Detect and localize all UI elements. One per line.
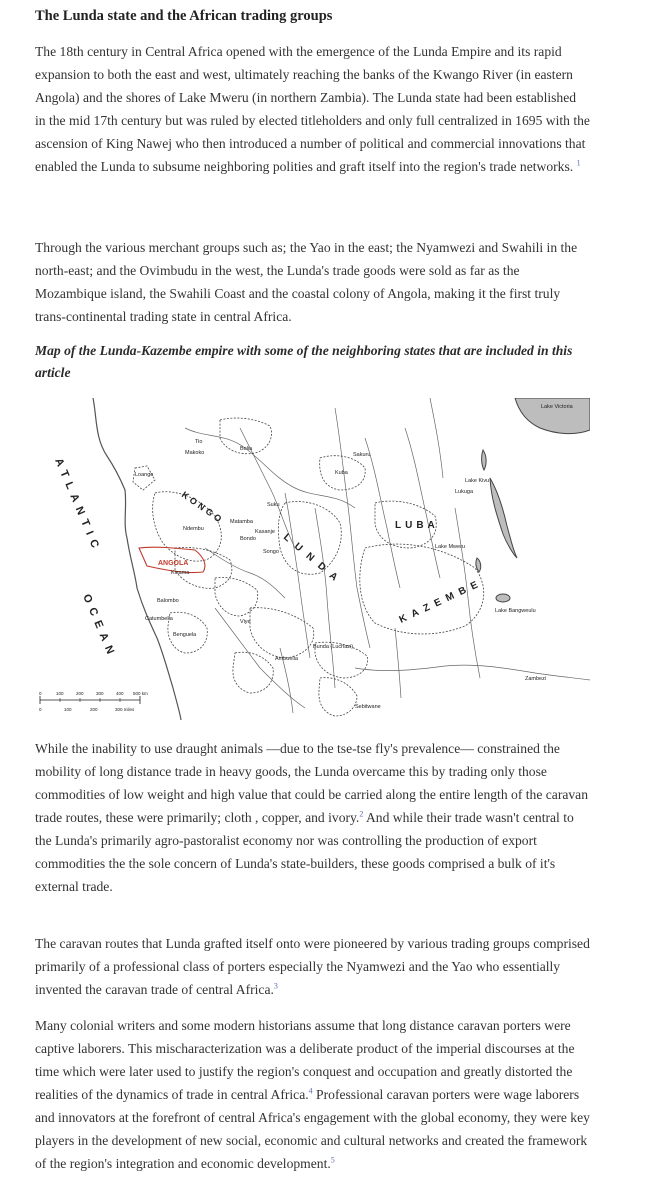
footnote-ref-4[interactable]: 4 — [308, 1086, 313, 1096]
label-balombo: Balombo — [157, 598, 179, 604]
label-kongo: KONGO — [179, 489, 226, 526]
scale-km-300: 300 — [96, 691, 104, 696]
scale-mi-300: 300 miles — [115, 707, 135, 712]
ocean-word-atlantic: ATLANTIC — [52, 456, 104, 556]
label-makoko: Makoko — [185, 450, 205, 456]
ocean-word-ocean: OCEAN — [80, 592, 119, 662]
lake-bangweulu-shape — [496, 594, 510, 602]
section-heading: The Lunda state and the African trading groups — [35, 8, 333, 24]
article-body — [35, 0, 590, 1171]
label-kazembe: KAZEMBE — [397, 577, 486, 626]
label-benguela: Benguela — [173, 632, 197, 638]
scale-mi-100: 100 — [64, 707, 72, 712]
label-bunda: Bunda (Luchazi) — [313, 644, 354, 650]
label-lake-victoria: Lake Victoria — [541, 404, 573, 410]
label-ambuella: Ambuella — [275, 656, 298, 662]
footnote-ref-1[interactable]: 1 — [576, 158, 581, 168]
label-sakuru: Sakuru — [353, 452, 371, 458]
paragraph-merchant-groups: Through the various merchant groups such as; the Yao in the east; the Nyamwezi and Swahili in the north-east; and the Ovimbudu in the west, the Lunda's trade goods were sold as far as the Mozambique island, the Swahili Coast and the coastal colony of Angola, making it the first truly trans-continental trading state in central Africa. — [35, 240, 578, 324]
label-tio: Tio — [195, 439, 203, 445]
scale-mi-0: 0 — [39, 707, 42, 712]
label-lake-bangweulu: Lake Bangweulu — [495, 608, 536, 614]
label-suku: Suku — [267, 502, 280, 508]
scale-km-500: 500 km — [133, 691, 148, 696]
label-luba: LUBA — [395, 520, 439, 531]
footnote-ref-2[interactable]: 2 — [359, 809, 364, 819]
label-kisama: Kisama — [171, 570, 190, 576]
label-bolia: Bolia — [240, 446, 253, 452]
label-matamba: Matamba — [230, 519, 253, 525]
label-lunda: LUNDA — [281, 531, 346, 589]
scale-km-400: 400 — [116, 691, 124, 696]
lunda-kazembe-map — [35, 398, 590, 720]
label-lake-mweru: Lake Mweru — [435, 544, 465, 550]
label-lukuga: Lukuga — [455, 489, 474, 495]
paragraph-trade-goods: While the inability to use draught animals —due to the tse-tse fly's prevalence— constrained the mobility of long distance trade in heavy goods, the Lunda overcame this by trading only those commodities of low weight and high value that could be carried along the entire length of the caravan trade routes, these were primarily; cloth , copper, and ivory.$^2$ And while their trade wasn't central to the Lunda's primarily agro-pastoralist economy nor was controlling the production of export commodities the the sole concern of Lunda's state-builders, these goods comprised a bulk of it's external trade. — [35, 741, 589, 894]
footnote-ref-3[interactable]: 3 — [273, 981, 278, 991]
paragraph-porters: Many colonial writers and some modern historians assume that long distance caravan porters were captive laborers. This mischaracterization was a deliberate product of the imperial discourses at the time which were later used to justify the region's conquest and occupation and greatly distorted the realities of the dynamics of trade in central Africa.$^4$ Professional caravan porters were wage laborers and innovators at the forefront of central Africa's engagement with the global economy, they were key players in the development of new social, economic and cultural networks and created the framework of the region's integration and economic development.$^5$ — [35, 1018, 590, 1171]
scale-mi-200: 200 — [90, 707, 98, 712]
label-zambezi: Zambezi — [525, 676, 547, 682]
label-ndembu: Ndembu — [183, 526, 204, 532]
scale-km-200: 200 — [76, 691, 84, 696]
label-sebitwane: Sebitwane — [355, 704, 381, 710]
label-bondo: Bondo — [240, 536, 256, 542]
label-catumbella: Catumbella — [145, 616, 173, 622]
map-caption: Map of the Lunda-Kazembe empire with some of the neighboring states that are included in this article — [35, 343, 573, 380]
label-angola: ANGOLA — [158, 560, 189, 567]
label-songo: Songo — [263, 549, 279, 555]
label-kuba: Kuba — [335, 470, 348, 476]
label-kasanje: Kasanje — [255, 529, 275, 535]
label-lake-kivu: Lake Kivu — [465, 478, 490, 484]
footnote-ref-5[interactable]: 5 — [330, 1155, 335, 1165]
paragraph-lunda-empire: The 18th century in Central Africa opened with the emergence of the Lunda Empire and its rapid expansion to both the east and west, ultimately reaching the banks of the Kwango River (in eastern Angola) and the shores of Lake Mweru (in northern Zambia). The Lunda state had been established in the mid 17th century but was ruled by elected titleholders and only full centralized in 1695 with the ascension of King Nawej who then introduced a number of political and commercial innovations that enabled the Lunda to subsume neighboring polities and graft itself into the region's trade networks. $^1$ — [35, 44, 590, 174]
scale-km-100: 100 — [56, 691, 64, 696]
paragraph-caravan-routes: The caravan routes that Lunda grafted itself onto were pioneered by various trading groups comprised primarily of a professional class of porters especially the Nyamwezi and the Yao who essentially invented the caravan trade of central Africa.$^3$ — [35, 936, 590, 997]
label-loango: Loango — [135, 472, 154, 478]
label-viye: Viye — [240, 619, 251, 625]
scale-km-0: 0 — [39, 691, 42, 696]
